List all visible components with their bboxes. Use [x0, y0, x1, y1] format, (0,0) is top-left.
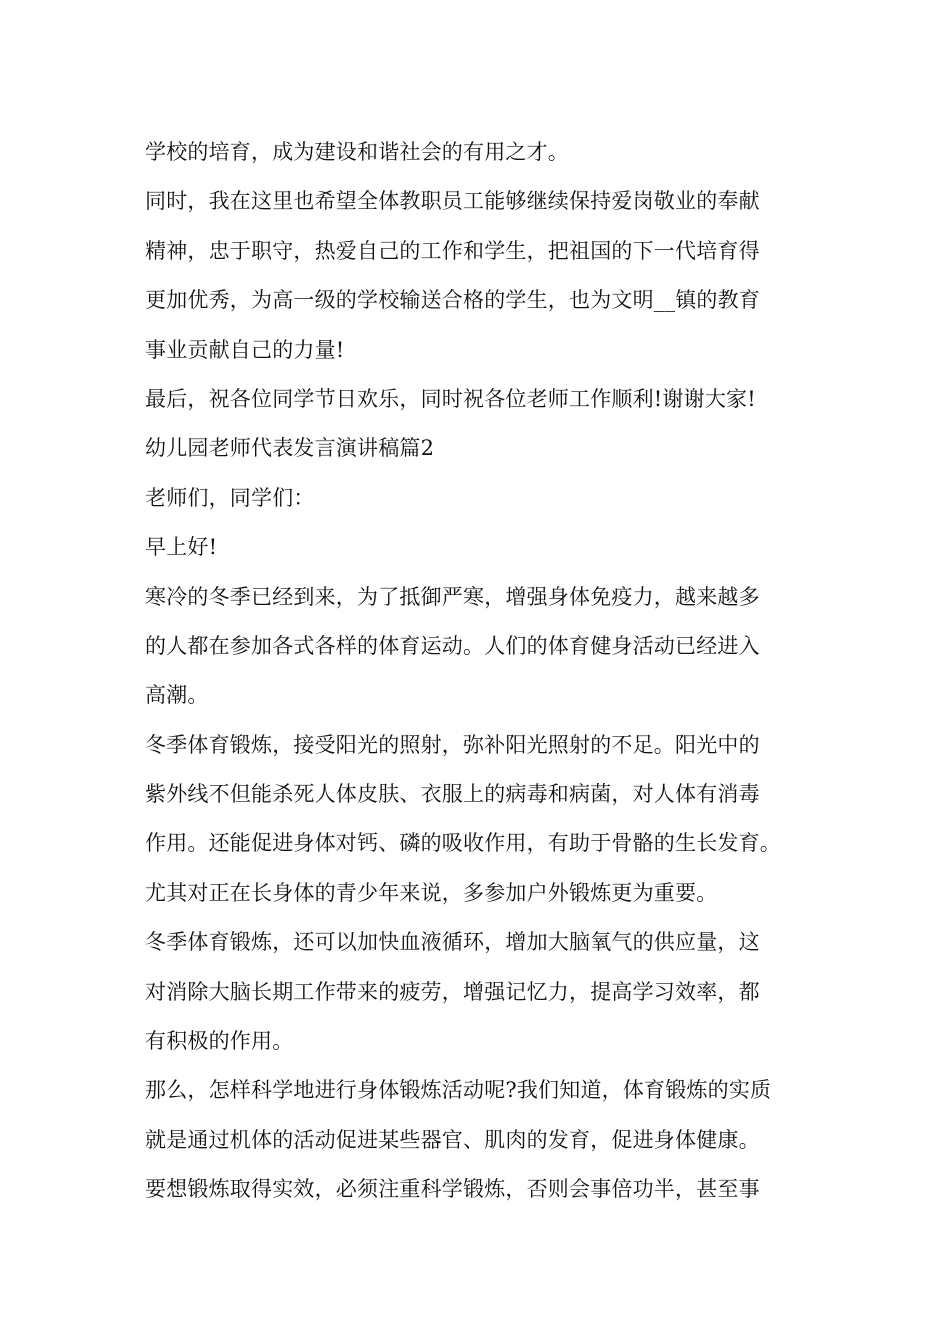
salutation: 老师们，同学们： [145, 485, 315, 510]
text-line: 有积极的作用。 [145, 1029, 294, 1054]
text-line: 冬季体育锻炼，还可以加快血液循环，增加大脑氧气的供应量，这 [145, 930, 760, 955]
text-line: 学校的培育，成为建设和谐社会的有用之才。 [145, 140, 569, 164]
text-line: 的人都在参加各式各样的体育运动。人们的体育健身活动已经进入 [145, 633, 760, 658]
text-line: 作用。还能促进身体对钙、磷的吸收作用，有助于骨骼的生长发育。 [145, 831, 781, 856]
text-line: 那么，怎样科学地进行身体锻炼活动呢?我们知道，体育锻炼的实质 [145, 1078, 772, 1103]
text-line: 更加优秀，为高一级的学校输送合格的学生，也为文明__镇的教育 [145, 288, 760, 313]
section-heading: 幼儿园老师代表发言演讲稿篇2 [145, 436, 435, 461]
text-line: 要想锻炼取得实效，必须注重科学锻炼，否则会事倍功半，甚至事 [145, 1177, 760, 1202]
text-line: 紫外线不但能杀死人体皮肤、衣服上的病毒和病菌，对人体有消毒 [145, 782, 760, 807]
text-line: 冬季体育锻炼，接受阳光的照射，弥补阳光照射的不足。阳光中的 [145, 732, 760, 757]
text-line: 最后，祝各位同学节日欢乐，同时祝各位老师工作顺利!谢谢大家! [145, 386, 756, 411]
text-line: 高潮。 [145, 683, 209, 708]
text-line: 尤其对正在长身体的青少年来说，多参加户外锻炼更为重要。 [145, 880, 718, 905]
document-body [145, 128, 825, 1215]
text-line: 事业贡献自己的力量! [145, 337, 345, 362]
greeting: 早上好! [145, 535, 218, 560]
text-line: 寒冷的冬季已经到来，为了抵御严寒，增强身体免疫力，越来越多 [145, 584, 760, 609]
text-line: 同时，我在这里也希望全体教职员工能够继续保持爱岗敬业的奉献 [145, 189, 760, 214]
text-line: 对消除大脑长期工作带来的疲劳，增强记忆力，提高学习效率，都 [145, 979, 760, 1004]
text-line: 就是通过机体的活动促进某些器官、肌肉的发育，促进身体健康。 [145, 1127, 760, 1152]
text-line: 精神，忠于职守，热爱自己的工作和学生，把祖国的下一代培育得 [145, 238, 760, 263]
